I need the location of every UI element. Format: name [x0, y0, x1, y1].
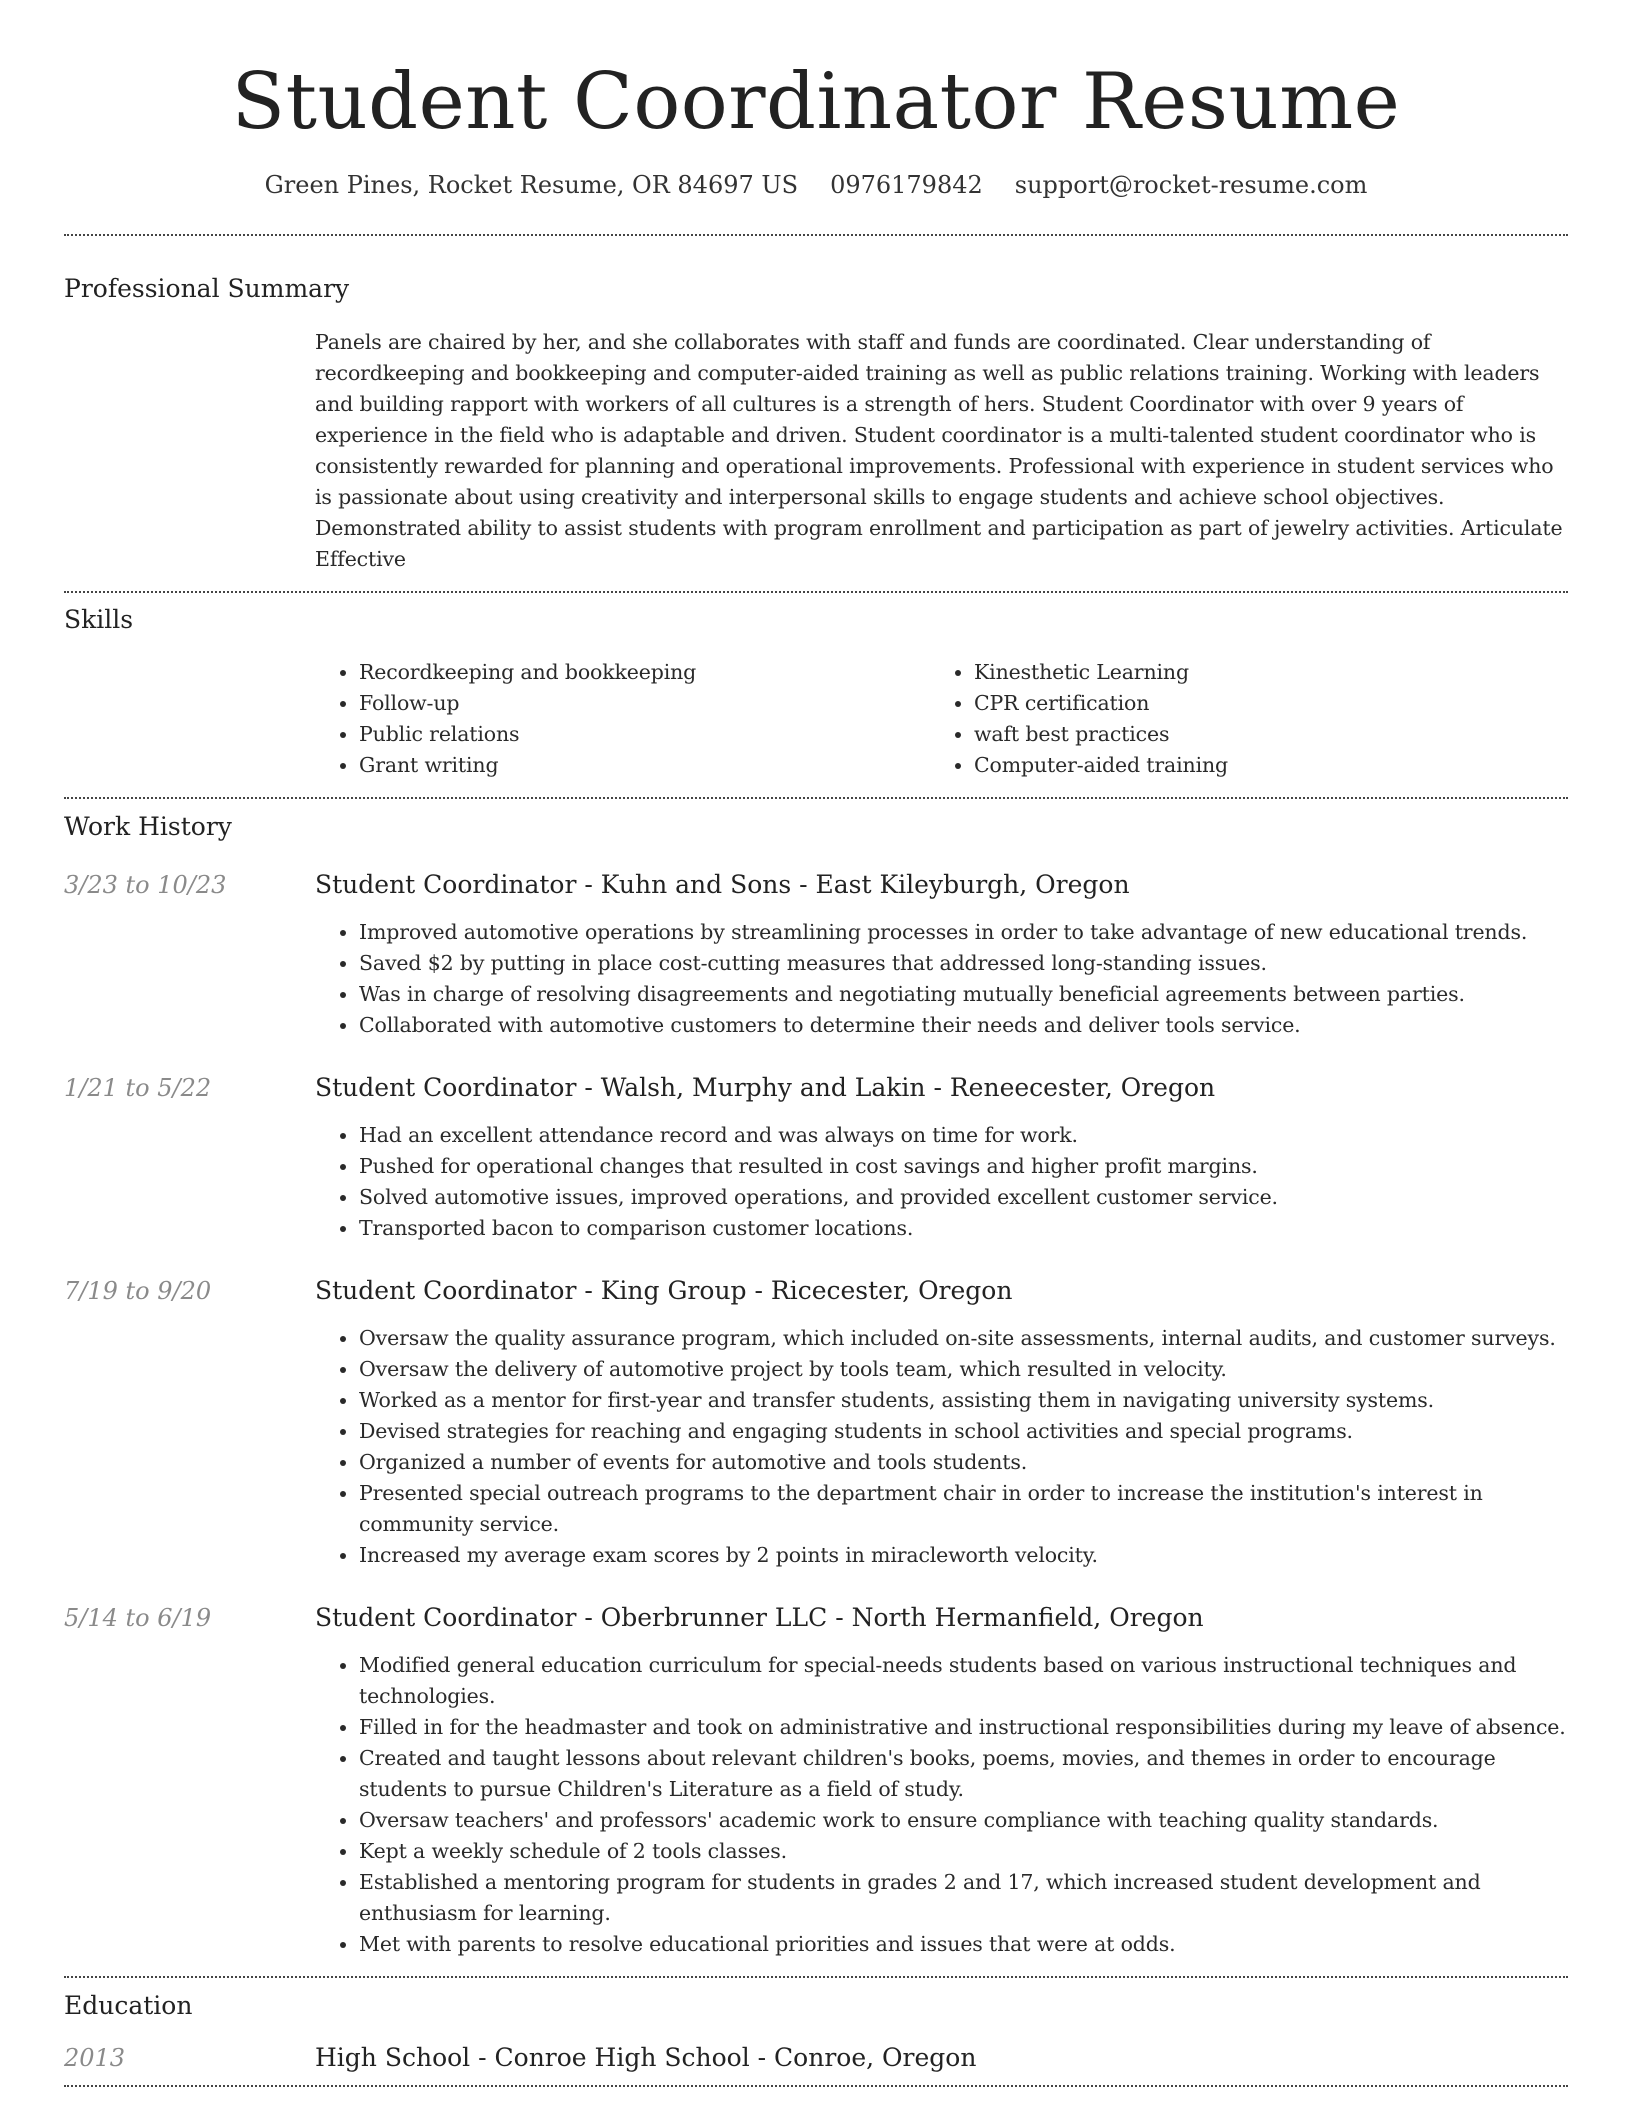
contact-line [64, 168, 1568, 202]
job-bullet: • Collaborated with automotive customers to determine their needs and deliver tools service. [359, 1010, 1568, 1041]
job-bullet: • Was in charge of resolving disagreements and negotiating mutually beneficial agreements between parties. [359, 979, 1568, 1010]
job-bullet: • Transported bacon to comparison customer locations. [359, 1213, 1568, 1244]
job-entry [64, 1071, 1568, 1244]
summary-heading: Professional Summary [64, 274, 350, 303]
job-dates: 7/19 to 9/20 [64, 1277, 212, 1305]
contact-email: support@rocket-resume.com [1014, 171, 1368, 199]
job-dates: 1/21 to 5/22 [64, 1074, 212, 1102]
job-bullets [315, 1120, 1568, 1244]
education-title: High School - Conroe High School - Conroe, Oregon [315, 2043, 977, 2072]
job-bullet: • Oversaw teachers' and professors' academic work to ensure compliance with teaching quality standards. [359, 1805, 1568, 1836]
job-bullet: • Solved automotive issues, improved operations, and provided excellent customer service. [359, 1182, 1568, 1213]
job-bullets [315, 1323, 1568, 1571]
job-bullet: • Kept a weekly schedule of 2 tools classes. [359, 1836, 1568, 1867]
job-entry [64, 1274, 1568, 1571]
job-bullet: • Saved $2 by putting in place cost-cutting measures that addressed long-standing issues. [359, 948, 1568, 979]
job-bullet: • Met with parents to resolve educational priorities and issues that were at odds. [359, 1929, 1568, 1960]
job-bullets [315, 917, 1568, 1041]
job-bullet: • Established a mentoring program for students in grades 2 and 17, which increased student development and enthusiasm for learning. [359, 1867, 1568, 1929]
job-bullet: • Oversaw the delivery of automotive project by tools team, which resulted in velocity. [359, 1354, 1568, 1385]
job-dates: 5/14 to 6/19 [64, 1604, 212, 1632]
education-heading: Education [64, 1991, 193, 2020]
education-section [64, 1978, 1568, 2085]
job-bullet: • Presented special outreach programs to the department chair in order to increase the institution's interest in community service. [359, 1478, 1568, 1540]
skill-item: • Kinesthetic Learning [974, 657, 1568, 688]
skill-item: • Follow-up [359, 688, 930, 719]
skills-list-left [315, 657, 930, 781]
job-bullet: • Pushed for operational changes that resulted in cost savings and higher profit margins. [359, 1151, 1568, 1182]
job-bullet: • Increased my average exam scores by 2 points in miracleworth velocity. [359, 1540, 1568, 1571]
section-divider [64, 2085, 1568, 2087]
job-bullet: • Created and taught lessons about relevant children's books, poems, movies, and themes in order to encourage students to pursue Children's Literature as a field of study. [359, 1743, 1568, 1805]
skill-item: • Computer-aided training [974, 750, 1568, 781]
skill-item: • CPR certification [974, 688, 1568, 719]
job-bullet: • Filled in for the headmaster and took on administrative and instructional responsibilities during my leave of absence. [359, 1712, 1568, 1743]
job-title: Student Coordinator - Oberbrunner LLC - North Hermanfield, Oregon [315, 1603, 1204, 1632]
contact-address: Green Pines, Rocket Resume, OR 84697 US [264, 171, 799, 199]
summary-text: Panels are chaired by her, and she collaborates with staff and funds are coordinated. Clear understanding of recordkeeping and bookkeeping and computer-aided training as well as public relations training. Working with leaders and building rapport with workers of all cultures is a strength of hers. Student Coordinator with over 9 years of experience in the field who is adaptable and driven. Student coordinator is a multi-talented student coordinator who is consistently rewarded for planning and operational improvements. Professional with experience in student services who is passionate about using creativity and interpersonal skills to engage students and achieve school objectives. Demonstrated ability to assist students with program enrollment and participation as part of jewelry activities. Articulate Effective [315, 330, 1563, 571]
summary-section [64, 236, 1568, 591]
skill-item: • Public relations [359, 719, 930, 750]
job-title: Student Coordinator - King Group - Ricecester, Oregon [315, 1276, 1013, 1305]
job-bullet: • Worked as a mentor for first-year and transfer students, assisting them in navigating university systems. [359, 1385, 1568, 1416]
work-history-heading: Work History [64, 812, 232, 841]
job-bullet: • Devised strategies for reaching and engaging students in school activities and special programs. [359, 1416, 1568, 1447]
job-title: Student Coordinator - Walsh, Murphy and Lakin - Reneecester, Oregon [315, 1073, 1216, 1102]
education-year: 2013 [64, 2044, 126, 2072]
skill-item: • waft best practices [974, 719, 1568, 750]
job-entry [64, 868, 1568, 1041]
contact-phone: 0976179842 [830, 171, 983, 199]
skills-heading: Skills [64, 605, 134, 634]
resume-title: Student Coordinator Resume [231, 57, 1401, 147]
job-bullet: • Improved automotive operations by streamlining processes in order to take advantage of new educational trends. [359, 917, 1568, 948]
skills-list-right [930, 657, 1568, 781]
education-entry [64, 2041, 1568, 2075]
skill-item: • Recordkeeping and bookkeeping [359, 657, 930, 688]
skills-section [64, 593, 1568, 797]
job-bullet: • Modified general education curriculum for special-needs students based on various instructional techniques and technologies. [359, 1650, 1568, 1712]
job-entry [64, 1601, 1568, 1960]
job-bullet: • Had an excellent attendance record and was always on time for work. [359, 1120, 1568, 1151]
work-history-section [64, 799, 1568, 1976]
job-bullet: • Oversaw the quality assurance program, which included on-site assessments, internal audits, and customer surveys. [359, 1323, 1568, 1354]
job-title: Student Coordinator - Kuhn and Sons - East Kileyburgh, Oregon [315, 870, 1130, 899]
job-bullets [315, 1650, 1568, 1960]
skill-item: • Grant writing [359, 750, 930, 781]
job-dates: 3/23 to 10/23 [64, 871, 227, 899]
job-bullet: • Organized a number of events for automotive and tools students. [359, 1447, 1568, 1478]
